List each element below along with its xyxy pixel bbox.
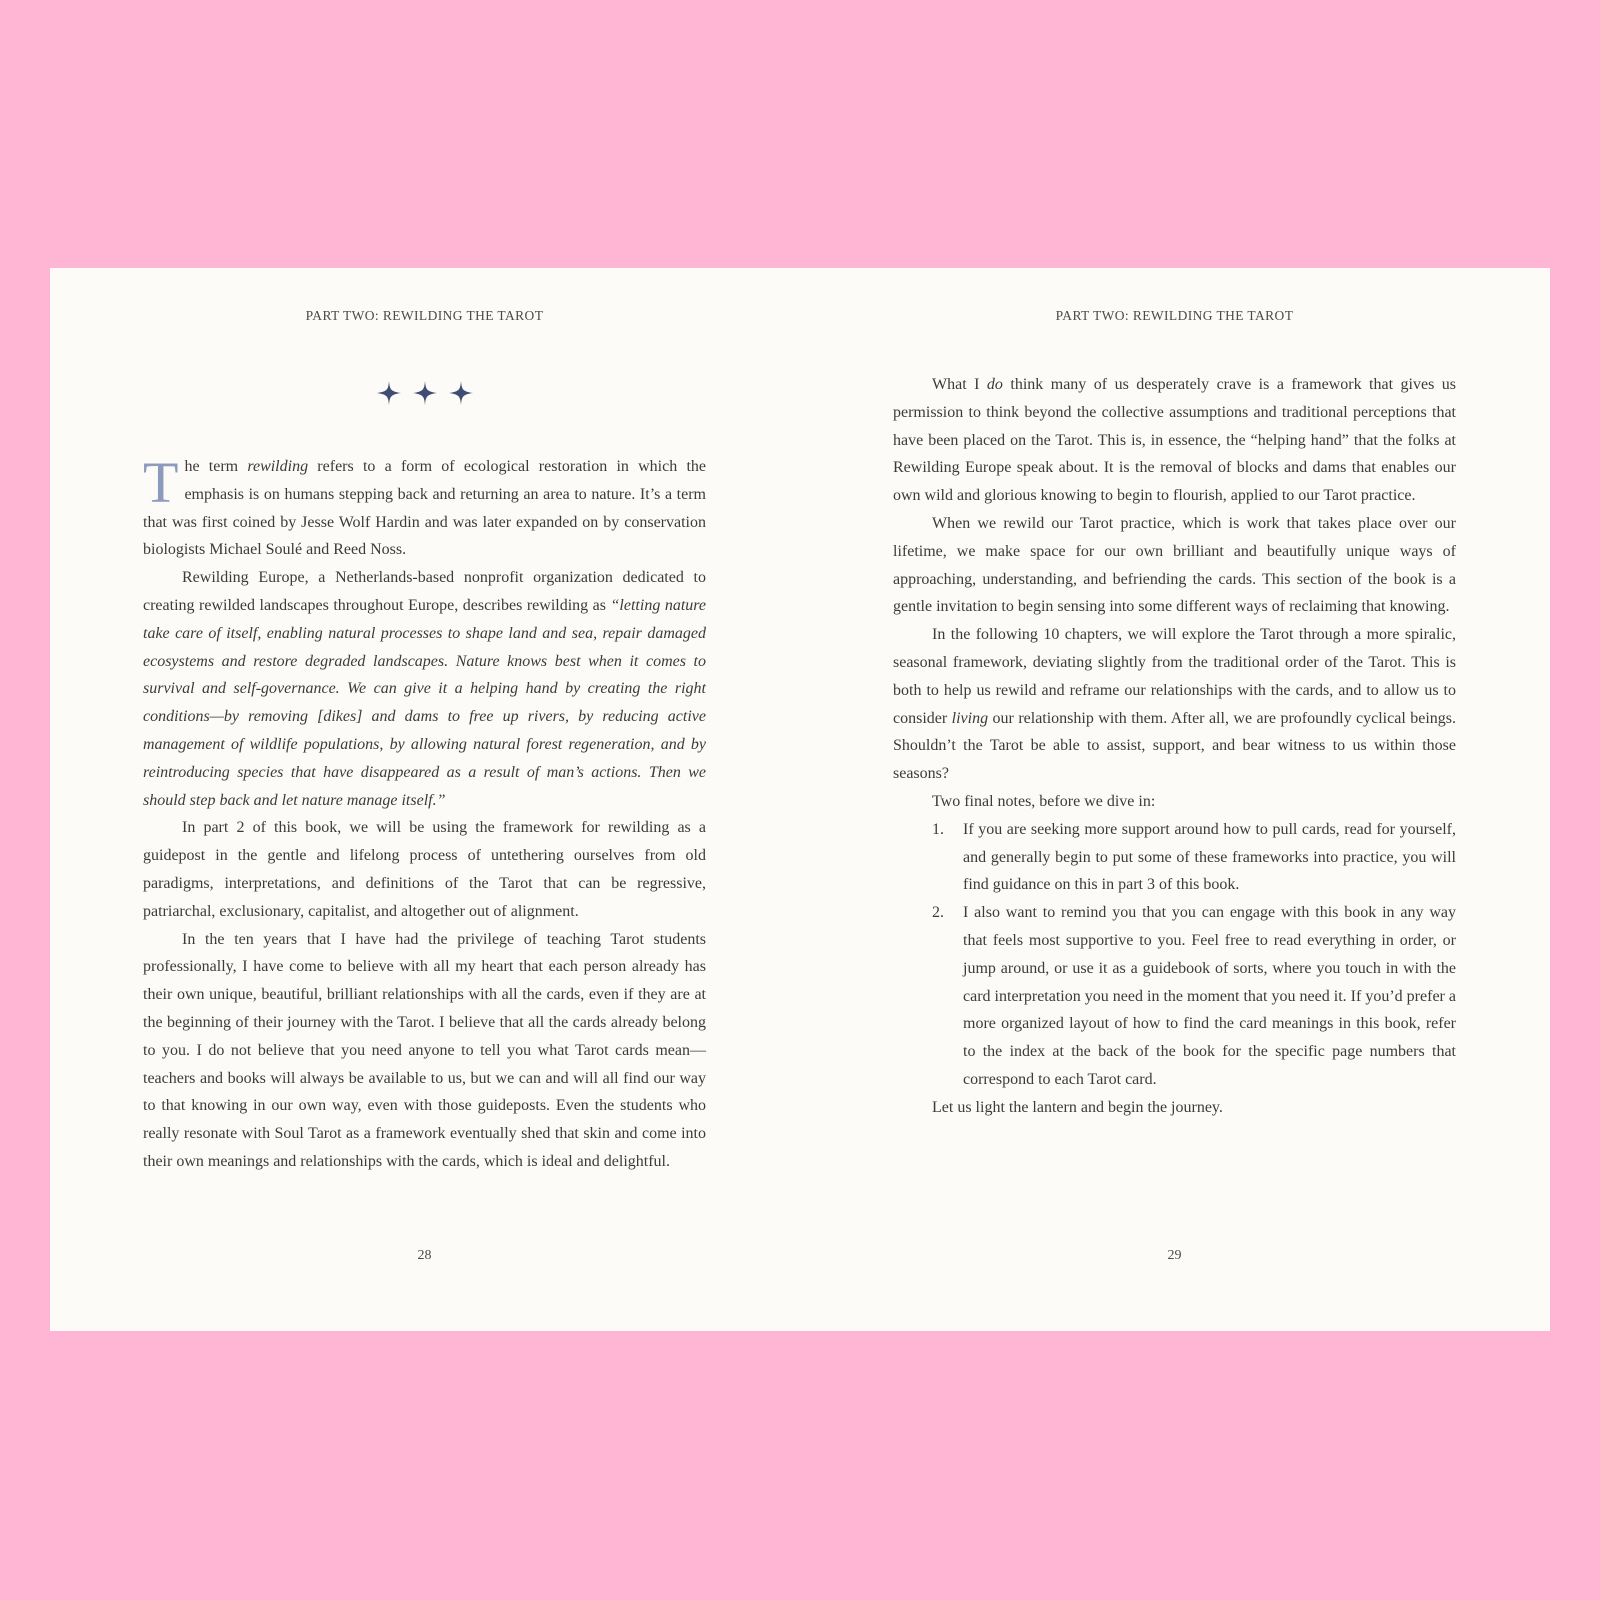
drop-cap: T — [143, 450, 179, 515]
right-page — [893, 268, 1456, 1331]
paragraph: The term rewilding refers to a form of ecological restoration in which the emphasis is on humans stepping back and returning an area to nature. It’s a term that was first coined by Jesse Wolf Hardin and was later expanded on by conservation biologists Michael Soulé and Reed Noss. — [143, 450, 707, 559]
paragraph: When we rewild our Tarot practice, which is work that takes place over our lifetime, we make space for our own brilliant and beautifully unique ways of approaching, understanding, and befriending the cards. This section of the book is a gentle invitation to begin sensing into some different ways of reclaiming that knowing. — [893, 514, 1456, 616]
numbered-list — [893, 816, 1456, 1094]
list-item: 2. I also want to remind you that you can engage with this book in any way that feels most supportive to you. Feel free to read everything in order, or jump around, or use it as a guidebook of sorts, where you touch in with the card interpretation you need in the moment that you need it. If you’d prefer a more organized layout of how to find the card meanings in this book, refer to the index at the back of the book for the specific page numbers that correspond to each Tarot card. — [932, 904, 1456, 1088]
paragraph: In part 2 of this book, we will be using the framework for rewilding as a guidepost in the gentle and lifelong process of untethering ourselves from old paradigms, interpretations, and definitions of the Tarot that can be regressive, patriarchal, exclusionary, capitalist, and altogether out of alignment. — [143, 819, 706, 920]
four-point-star-icon — [376, 380, 402, 406]
left-page — [143, 268, 706, 1331]
page-number: 28 — [417, 1248, 432, 1263]
page-number: 29 — [1167, 1248, 1182, 1263]
paragraph: In the ten years that I have had the privilege of teaching Tarot students professionally, I have come to believe with all my heart that each person already has their own unique, beautiful, brilliant relationships with all the cards, even if they are at the beginning of their journey with the Tarot. I believe that all the cards already belong to you. I do not believe that you need anyone to tell you what Tarot cards mean—teachers and books will always be available to us, but we can and will all find our way to that knowing in our own way, even with those guideposts. Even the students who really resonate with Soul Tarot as a framework eventually shed that skin and come into their own meanings and relationships with the cards, which is ideal and delightful. — [143, 930, 706, 1170]
paragraph: What I do think many of us desperately crave is a framework that gives us permission to think beyond the collective assumptions and traditional perceptions that have been placed on the Tarot. This is, in essence, the “helping hand” that the folks at Rewilding Europe speak about. It is the removal of blocks and dams that enables our own wild and glorious knowing to begin to flourish, applied to our Tarot practice. — [893, 376, 1456, 505]
four-point-star-icon — [448, 380, 474, 406]
list-item: 1. If you are seeking more support around how to pull cards, read for yourself, and generally begin to put some of these frameworks into practice, you will find guidance on this in part 3 of this book. — [932, 820, 1456, 894]
book-spread — [50, 268, 1550, 1331]
paragraph: Two final notes, before we dive in: — [932, 792, 1156, 810]
right-body-text — [893, 371, 1456, 1122]
paragraph: Rewilding Europe, a Netherlands-based nonprofit organization dedicated to creating rewilded landscapes throughout Europe, describes rewilding as “letting nature take care of itself, enabling natural processes to shape land and sea, repair damaged ecosystems and restore degraded landscapes. Nature knows best when it comes to survival and self-governance. We can give it a helping hand by creating the right conditions—by removing [dikes] and dams to free up rivers, by reducing active management of wildlife populations, by allowing natural forest regeneration, and by reintroducing species that have disappeared as a result of man’s actions. Then we should step back and let nature manage itself.” — [143, 569, 707, 809]
running-head: PART TWO: REWILDING THE TAROT — [1055, 308, 1294, 323]
section-ornament — [143, 380, 706, 406]
running-head: PART TWO: REWILDING THE TAROT — [305, 308, 544, 323]
paragraph: In the following 10 chapters, we will explore the Tarot through a more spiralic, seasonal framework, deviating slightly from the traditional order of the Tarot. This is both to help us rewild and reframe our relationships with the cards, and to allow us to consider living our relationship with them. After all, we are profoundly cyclical beings. Shouldn’t the Tarot be able to assist, support, and bear witness to us within those seasons? — [893, 626, 1456, 783]
paragraph: Let us light the lantern and begin the journey. — [932, 1098, 1223, 1116]
four-point-star-icon — [412, 380, 438, 406]
left-body-text — [143, 450, 707, 1176]
